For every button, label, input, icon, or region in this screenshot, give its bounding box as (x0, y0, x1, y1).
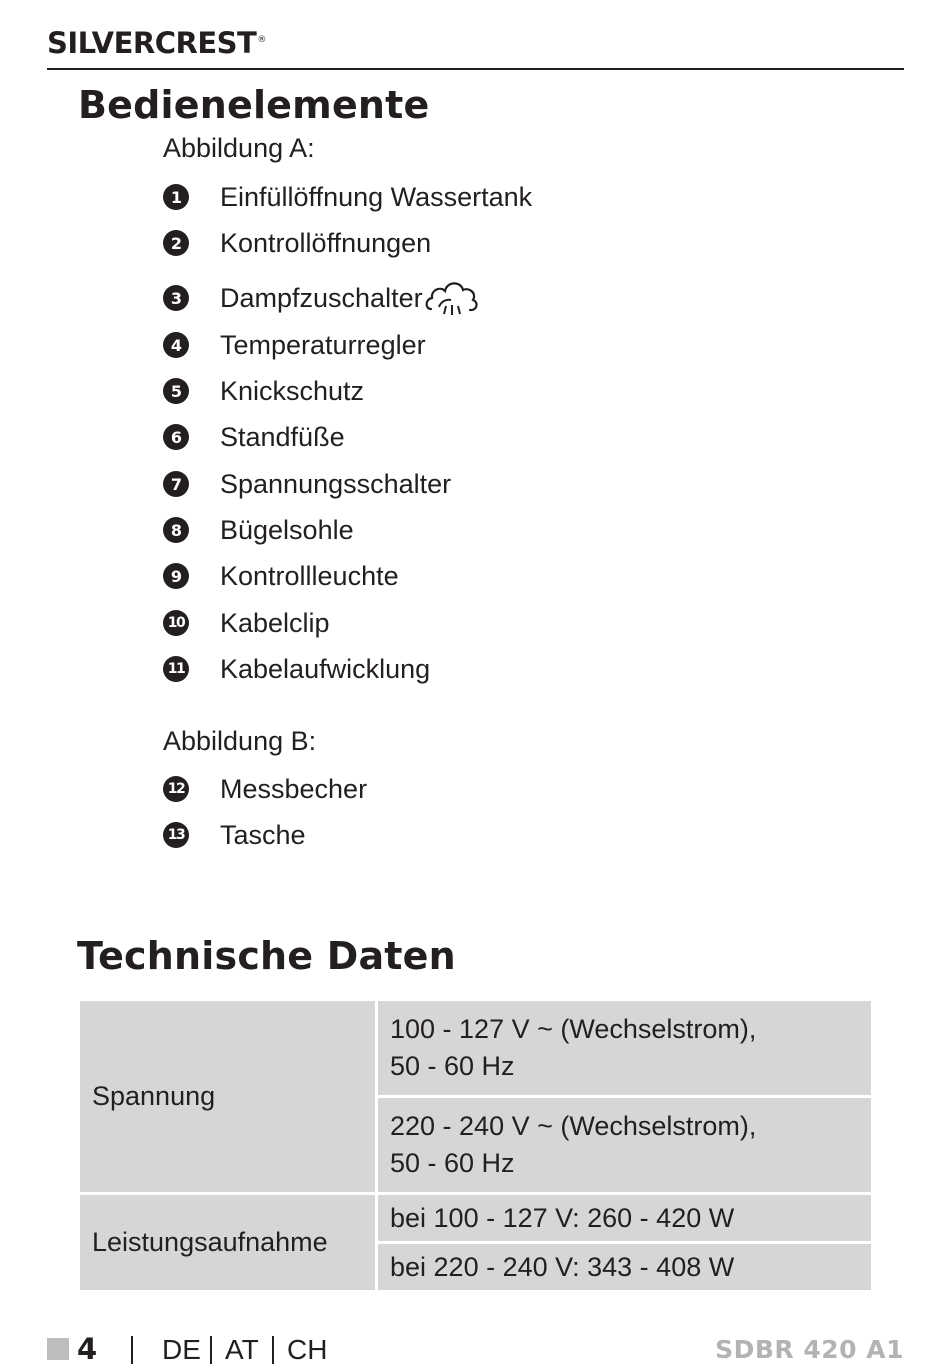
header-rule (47, 68, 904, 70)
value-line: 100 - 127 V ~ (Wechselstrom), (390, 1014, 757, 1044)
item-label: Kontrollleuchte (220, 561, 399, 591)
item-label: Bügelsohle (220, 515, 354, 545)
item-label: Dampfzuschalter (220, 283, 423, 313)
language-code: DE (162, 1334, 201, 1365)
table-cell-value (377, 1000, 873, 1097)
brand-name: SILVERCREST (47, 26, 257, 60)
value-line: 50 - 60 Hz (390, 1051, 515, 1081)
section-title-controls: Bedienelemente (78, 83, 430, 127)
item-number-badge: 1 (163, 184, 189, 210)
item-label: Kabelclip (220, 608, 330, 638)
figure-a-label: Abbildung A: (163, 133, 315, 163)
footer-separator (210, 1336, 212, 1364)
page-number: 4 (77, 1332, 98, 1366)
table-cell-value: bei 220 - 240 V: 343 - 408 W (377, 1243, 873, 1292)
footer-separator (131, 1336, 133, 1364)
item-number-badge: 8 (163, 517, 189, 543)
item-label: Standfüße (220, 422, 345, 452)
item-number-badge: 3 (163, 285, 189, 311)
item-label: Knickschutz (220, 376, 365, 406)
item-label: Messbecher (220, 774, 368, 804)
table-cell-label: Leistungsaufnahme (79, 1194, 377, 1292)
footer-separator (272, 1336, 274, 1364)
value-line: 220 - 240 V ~ (Wechselstrom), (390, 1111, 757, 1141)
registered-mark: ® (257, 35, 266, 46)
item-label: Kabelaufwicklung (220, 654, 431, 684)
item-label: Tasche (220, 820, 306, 850)
item-label: Einfüllöffnung Wassertank (220, 182, 533, 212)
item-number-badge: 13 (163, 822, 189, 848)
table-cell-value (377, 1097, 873, 1194)
item-label: Temperaturregler (220, 330, 426, 360)
item-number-badge: 9 (163, 563, 189, 589)
table-row (79, 1194, 873, 1243)
footer-square-marker (47, 1338, 69, 1360)
item-number-badge: 10 (163, 610, 189, 636)
item-number-badge: 5 (163, 378, 189, 404)
page-footer (47, 1330, 904, 1370)
table-row (79, 1000, 873, 1097)
language-code: AT (225, 1334, 259, 1365)
item-number-badge: 4 (163, 332, 189, 358)
item-number-badge: 2 (163, 230, 189, 256)
value-line: 50 - 60 Hz (390, 1148, 515, 1178)
item-label: Spannungsschalter (220, 469, 452, 499)
figure-b-label: Abbildung B: (163, 726, 317, 756)
language-code: CH (287, 1334, 328, 1365)
brand-logo (47, 26, 266, 60)
tech-data-table (77, 998, 874, 1293)
table-cell-value: bei 100 - 127 V: 260 - 420 W (377, 1194, 873, 1243)
item-label: Kontrollöffnungen (220, 228, 432, 258)
item-number-badge: 7 (163, 471, 189, 497)
section-title-tech: Technische Daten (77, 934, 456, 978)
steam-cloud-icon (423, 273, 481, 319)
model-number: SDBR 420 A1 (715, 1335, 904, 1364)
item-number-badge: 12 (163, 776, 189, 802)
item-number-badge: 6 (163, 424, 189, 450)
table-cell-label: Spannung (79, 1000, 377, 1194)
item-number-badge: 11 (163, 656, 189, 682)
